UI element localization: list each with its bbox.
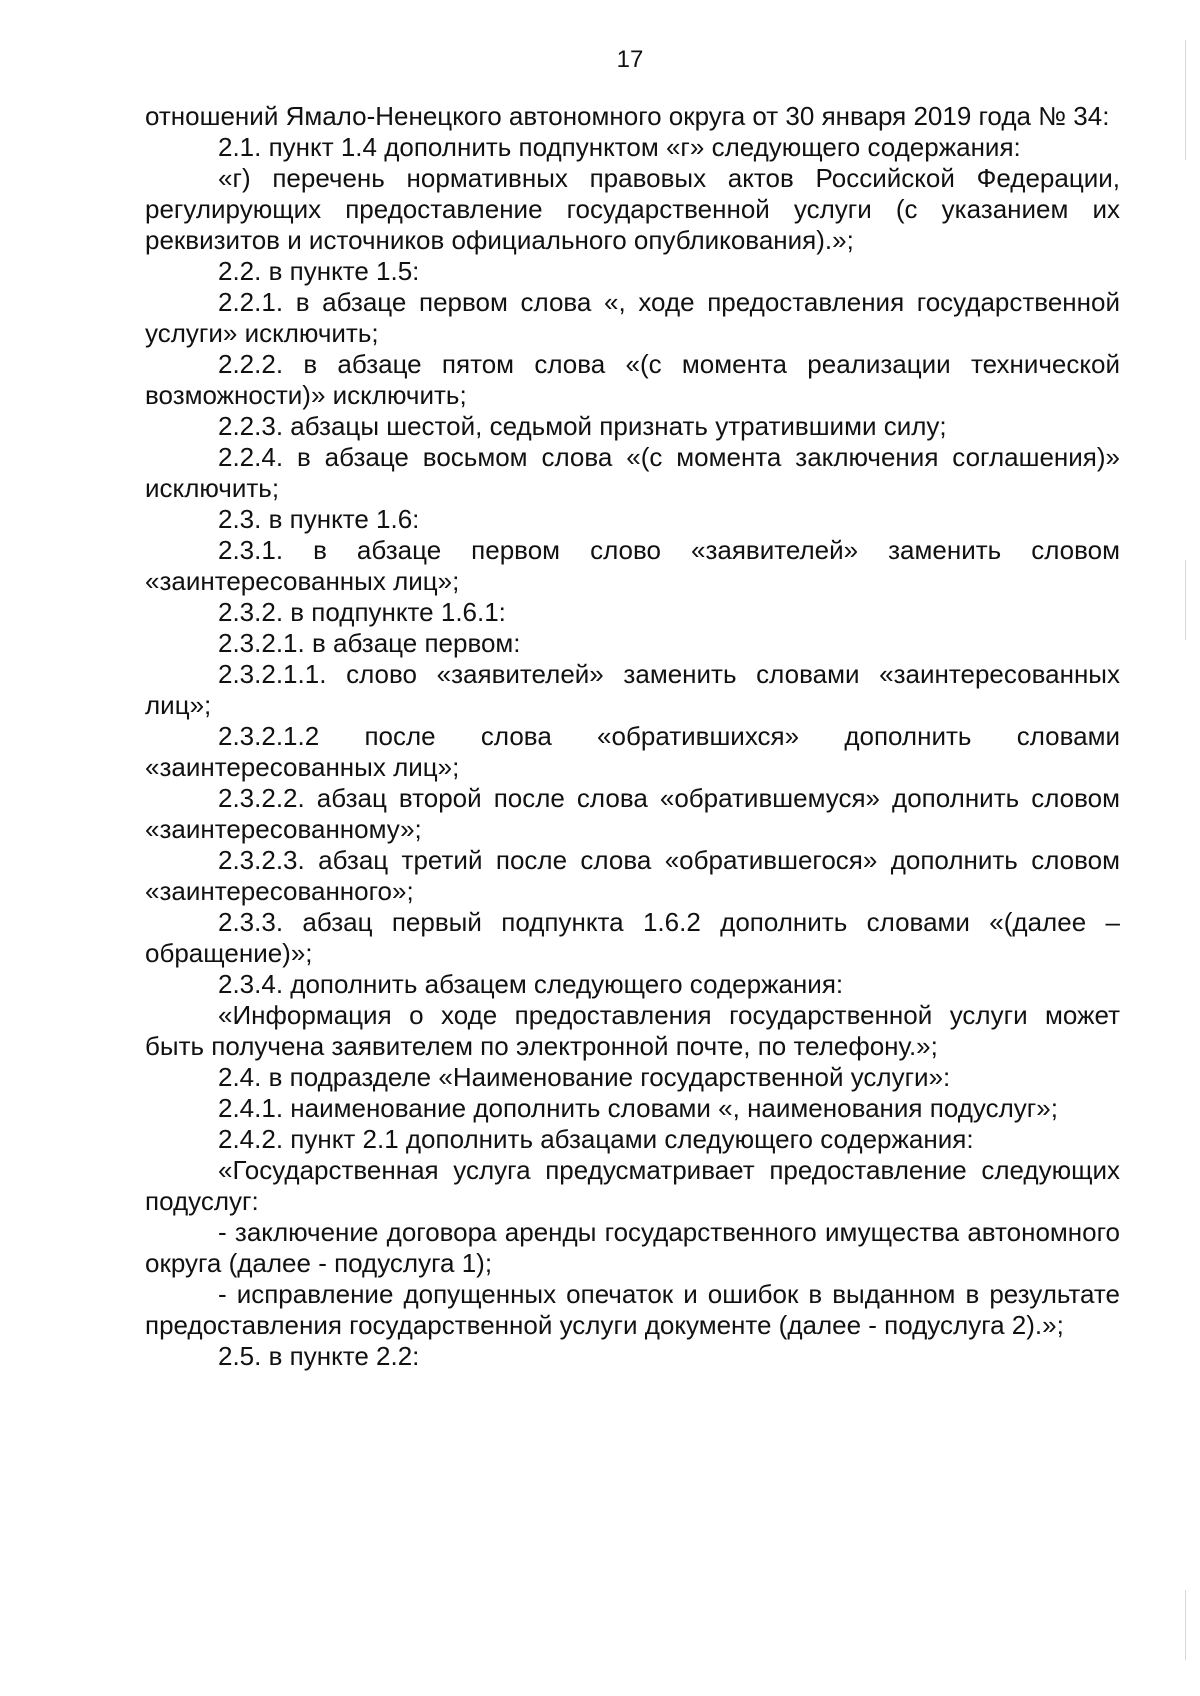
paragraph: отношений Ямало-Ненецкого автономного округа от 30 января 2019 года № 34:	[145, 101, 1110, 131]
paragraph: «Информация о ходе предоставления государственной услуги может быть получена заявителем по электронной почте, по телефону.»;	[145, 1000, 1120, 1061]
paragraph: 2.4.2. пункт 2.1 дополнить абзацами следующего содержания:	[218, 1124, 974, 1154]
paragraph: 2.3.2.3. абзац третий после слова «обратившегося» дополнить словом «заинтересованного»;	[145, 845, 1120, 906]
scan-edge-mark	[1185, 1590, 1186, 1660]
paragraph: 2.3.1. в абзаце первом слово «заявителей» заменить словом «заинтересованных лиц»;	[145, 535, 1120, 596]
paragraph: 2.1. пункт 1.4 дополнить подпунктом «г» следующего содержания:	[218, 132, 1021, 162]
paragraph: 2.2.2. в абзаце пятом слова «(с момента реализации технической возможности)» исключить;	[145, 349, 1120, 410]
paragraph: 2.4.1. наименование дополнить словами «, наименования подуслуг»;	[218, 1093, 1058, 1123]
paragraph: - исправление допущенных опечаток и ошибок в выданном в результате предоставления государственной услуги документе (далее - подуслуга 2).»;	[145, 1279, 1120, 1340]
paragraph: 2.2. в пункте 1.5:	[218, 256, 420, 286]
paragraph: 2.3.2.2. абзац второй после слова «обратившемуся» дополнить словом «заинтересованному»;	[145, 783, 1120, 844]
paragraph: 2.5. в пункте 2.2:	[218, 1341, 420, 1371]
paragraph: 2.3.2.1.2 после слова «обратившихся» дополнить словами «заинтересованных лиц»;	[145, 721, 1120, 782]
paragraph: 2.3. в пункте 1.6:	[218, 504, 420, 534]
paragraph: 2.2.3. абзацы шестой, седьмой признать утратившими силу;	[218, 411, 947, 441]
paragraph: «г) перечень нормативных правовых актов Российской Федерации, регулирующих предоставление государственной услуги (с указанием их реквизитов и источников официального опубликования).»;	[145, 163, 1120, 255]
paragraph: 2.3.2.1. в абзаце первом:	[218, 628, 521, 658]
paragraph: - заключение договора аренды государственного имущества автономного округа (далее - подуслуга 1);	[145, 1217, 1120, 1278]
scan-edge-mark	[1185, 560, 1186, 640]
paragraph: «Государственная услуга предусматривает предоставление следующих подуслуг:	[145, 1155, 1120, 1216]
paragraph: 2.3.3. абзац первый подпункта 1.6.2 дополнить словами «(далее – обращение)»;	[145, 907, 1120, 968]
paragraph: 2.3.2.1.1. слово «заявителей» заменить словами «заинтересованных лиц»;	[145, 659, 1120, 720]
paragraph: 2.3.4. дополнить абзацем следующего содержания:	[218, 969, 844, 999]
paragraph: 2.4. в подразделе «Наименование государственной услуги»:	[218, 1062, 951, 1092]
paragraph: 2.2.1. в абзаце первом слова «, ходе предоставления государственной услуги» исключить;	[145, 287, 1120, 348]
page-number: 17	[616, 46, 644, 73]
scan-edge-mark	[1185, 40, 1186, 160]
document-body	[145, 101, 1120, 1372]
paragraph: 2.3.2. в подпункте 1.6.1:	[218, 597, 506, 627]
paragraph: 2.2.4. в абзаце восьмом слова «(с момента заключения соглашения)» исключить;	[145, 442, 1120, 503]
